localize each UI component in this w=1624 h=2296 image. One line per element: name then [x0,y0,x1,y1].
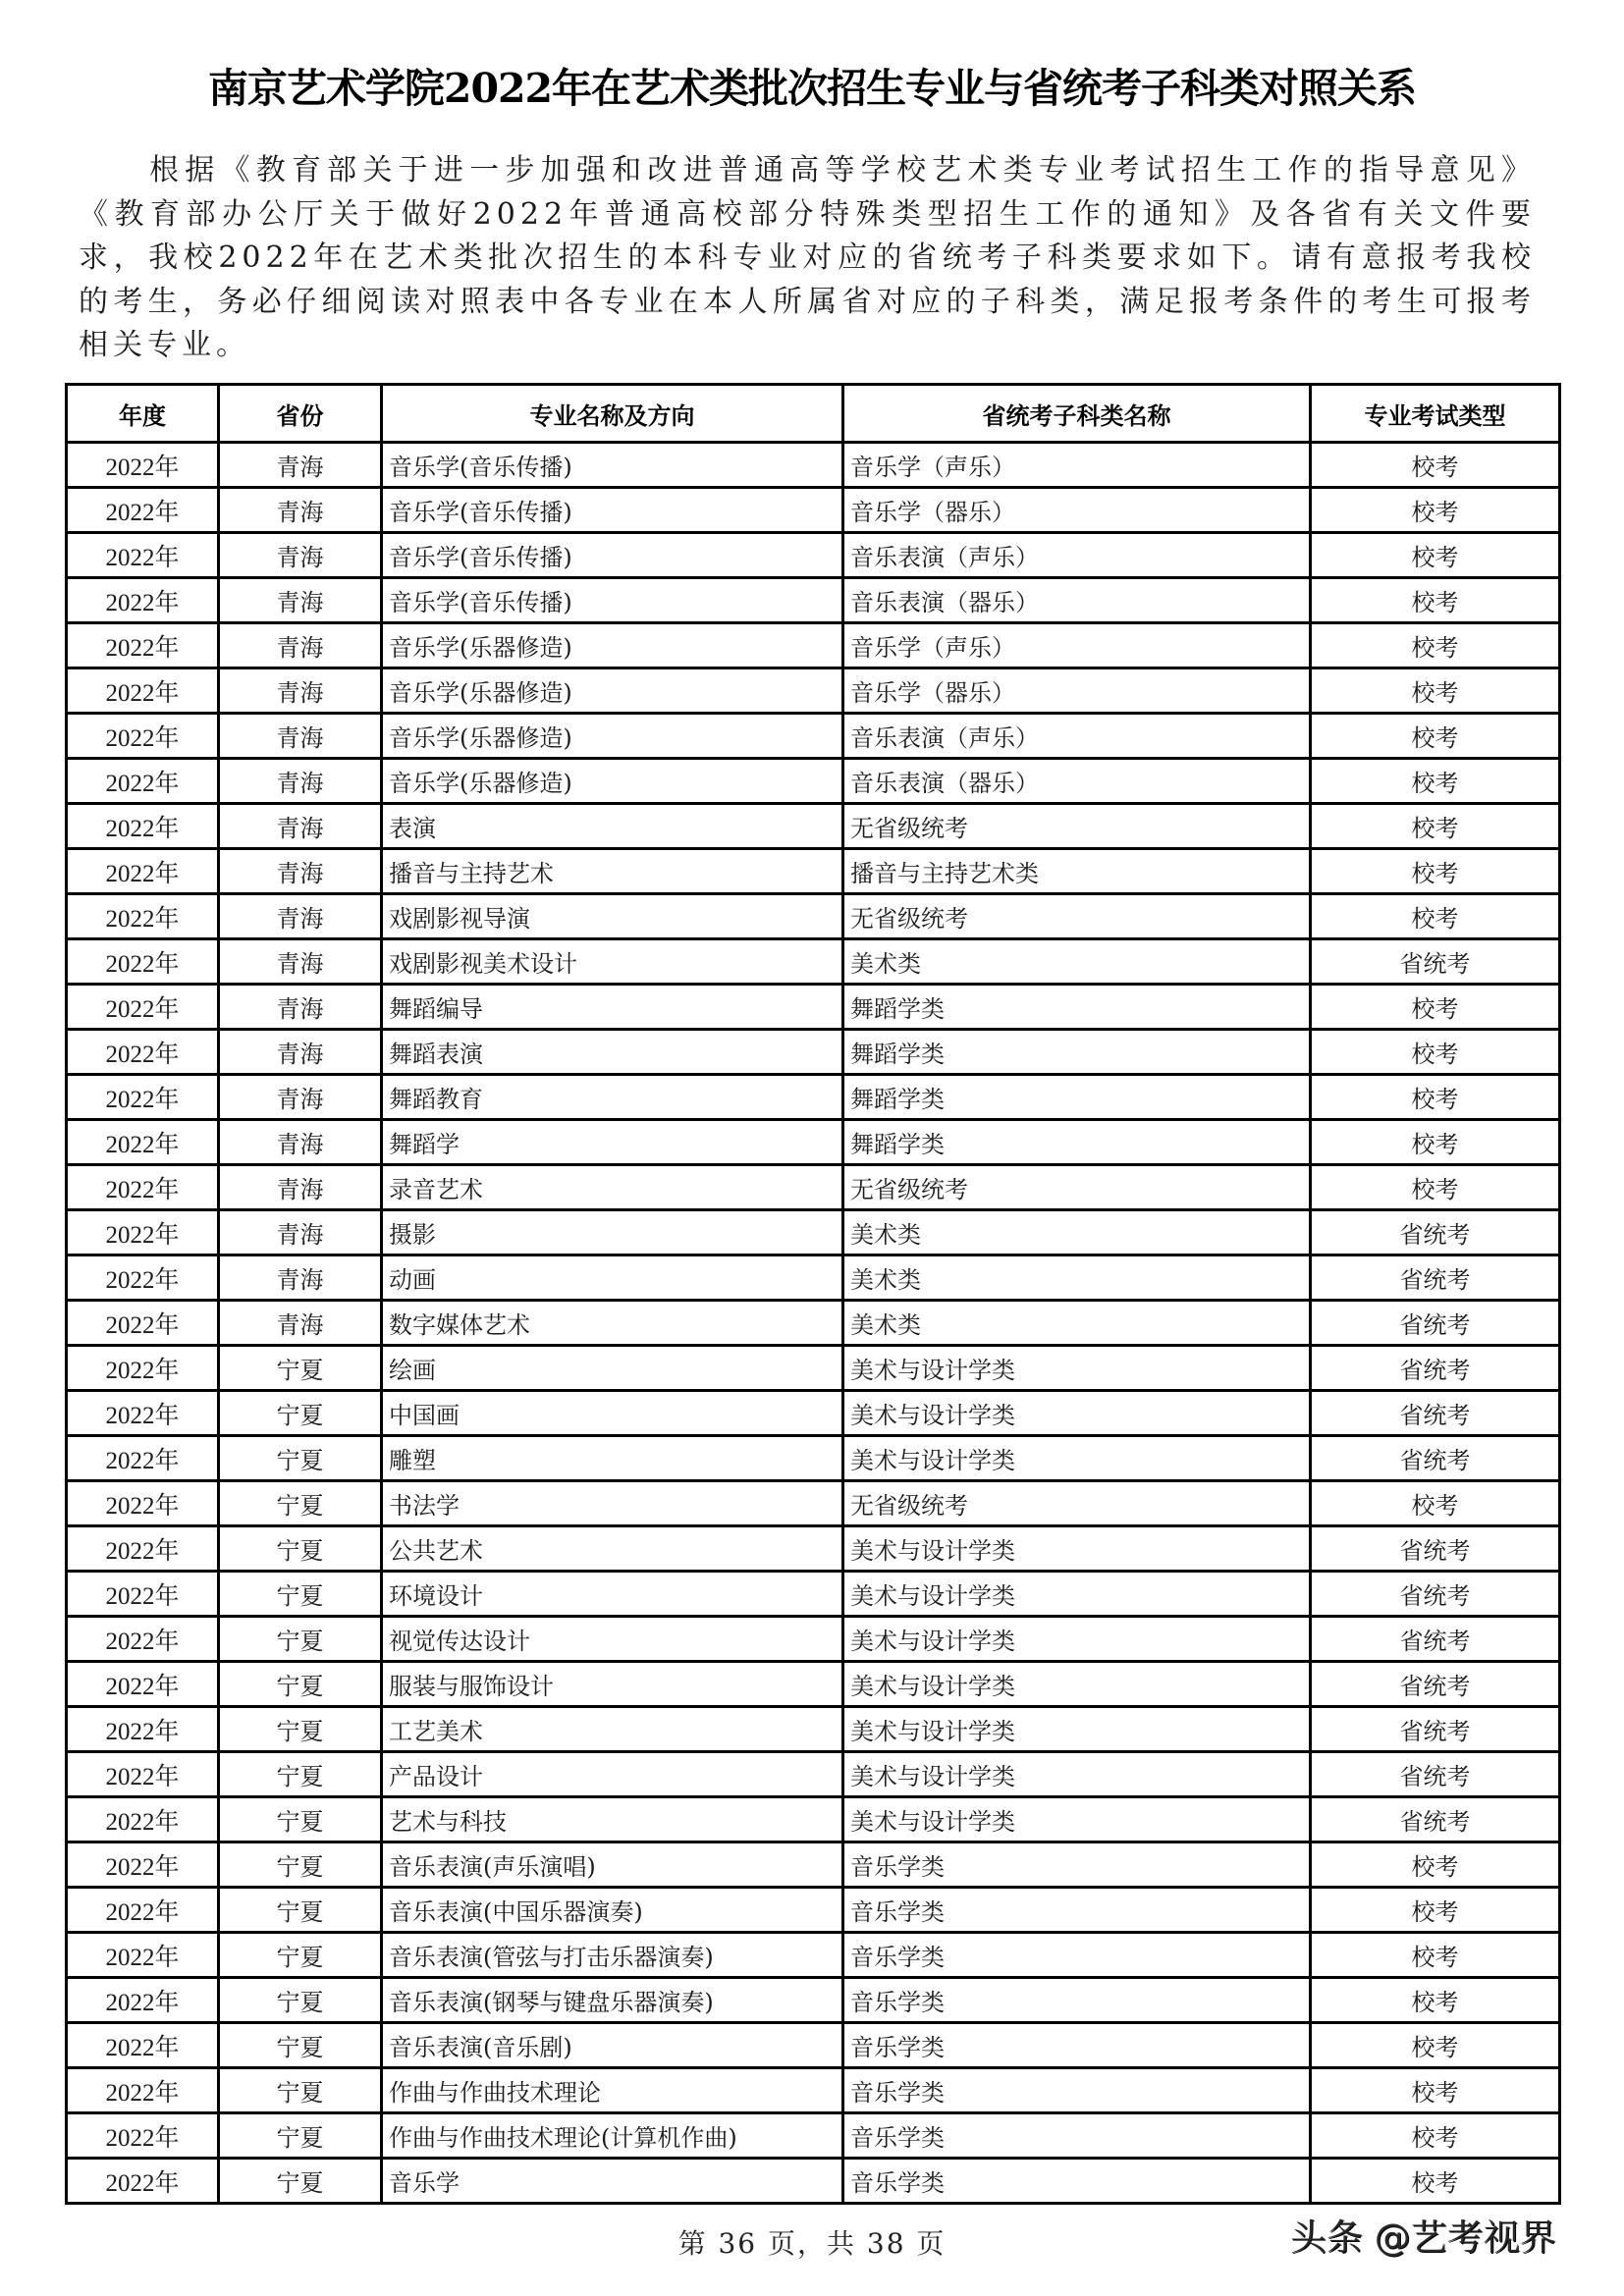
cell-exam-type: 省统考 [1311,1301,1560,1346]
intro-paragraph: 根据《教育部关于进一步加强和改进普通高等学校艺术类专业考试招生工作的指导意见》《教育部办公厅关于做好2022年普通高校部分特殊类型招生工作的通知》及各省有关文件要求，我校2022年在艺术类批次招生的本科专业对应的省统考子科类要求如下。请有意报考我校的考生，务必仔细阅读对照表中各专业在本人所属省对应的子科类，满足报考条件的考生可报考相关专业。 [79,153,1536,363]
cell-subcategory: 音乐学（声乐） [843,623,1311,668]
cell-subcategory: 美术与设计学类 [843,1662,1311,1707]
cell-subcategory: 无省级统考 [843,804,1311,849]
cell-subcategory: 无省级统考 [843,1165,1311,1210]
cell-subcategory: 无省级统考 [843,894,1311,939]
cell-major: 视觉传达设计 [382,1617,843,1662]
cell-major: 绘画 [382,1346,843,1391]
cell-province: 宁夏 [219,1617,382,1662]
cell-year: 2022年 [67,1481,219,1526]
table-row [67,1165,1560,1210]
cell-subcategory: 美术与设计学类 [843,1391,1311,1436]
header-year: 年度 [67,385,219,443]
cell-exam-type: 校考 [1311,668,1560,714]
cell-exam-type: 校考 [1311,1933,1560,1978]
cell-year: 2022年 [67,1436,219,1481]
table-row [67,2159,1560,2204]
cell-year: 2022年 [67,1933,219,1978]
cell-major: 戏剧影视导演 [382,894,843,939]
table-row [67,1120,1560,1165]
table-row [67,939,1560,985]
header-subcategory: 省统考子科类名称 [843,385,1311,443]
cell-subcategory: 美术与设计学类 [843,1617,1311,1662]
cell-major: 音乐表演(中国乐器演奏) [382,1888,843,1933]
cell-year: 2022年 [67,1346,219,1391]
cell-exam-type: 省统考 [1311,1797,1560,1842]
cell-major: 音乐学(乐器修造) [382,668,843,714]
cell-subcategory: 音乐学（器乐） [843,488,1311,533]
cell-exam-type: 校考 [1311,1978,1560,2023]
cell-exam-type: 校考 [1311,849,1560,894]
cell-year: 2022年 [67,2159,219,2204]
cell-province: 青海 [219,939,382,985]
cell-year: 2022年 [67,1120,219,1165]
cell-year: 2022年 [67,1662,219,1707]
cell-major: 音乐表演(管弦与打击乐器演奏) [382,1933,843,1978]
table-row [67,1210,1560,1255]
cell-exam-type: 校考 [1311,533,1560,578]
page-number: 第 36 页，共 38 页 [677,2227,947,2260]
table-row [67,1572,1560,1617]
cell-province: 青海 [219,533,382,578]
cell-year: 2022年 [67,714,219,759]
table-row [67,985,1560,1030]
cell-province: 青海 [219,894,382,939]
table-row [67,488,1560,533]
cell-province: 青海 [219,849,382,894]
cell-major: 舞蹈学 [382,1120,843,1165]
table-header-row [67,385,1560,443]
watermark: 头条 @艺考视界 [1290,2216,1556,2259]
table-row [67,1662,1560,1707]
table-row [67,578,1560,623]
cell-major: 播音与主持艺术 [382,849,843,894]
cell-province: 青海 [219,804,382,849]
cell-year: 2022年 [67,623,219,668]
table-row [67,1526,1560,1572]
cell-major: 公共艺术 [382,1526,843,1572]
cell-province: 宁夏 [219,1526,382,1572]
table-row [67,1436,1560,1481]
cell-subcategory: 音乐学类 [843,1933,1311,1978]
header-exam-type: 专业考试类型 [1311,385,1560,443]
cell-subcategory: 美术类 [843,1301,1311,1346]
table-row [67,1617,1560,1662]
cell-exam-type: 校考 [1311,894,1560,939]
cell-exam-type: 校考 [1311,488,1560,533]
cell-year: 2022年 [67,804,219,849]
cell-subcategory: 舞蹈学类 [843,1030,1311,1075]
cell-subcategory: 音乐学类 [843,1978,1311,2023]
cell-province: 青海 [219,443,382,488]
cell-province: 宁夏 [219,1572,382,1617]
cell-subcategory: 音乐表演（声乐） [843,714,1311,759]
cell-year: 2022年 [67,533,219,578]
cell-year: 2022年 [67,849,219,894]
cell-year: 2022年 [67,1526,219,1572]
cell-subcategory: 音乐学类 [843,1888,1311,1933]
cell-year: 2022年 [67,1030,219,1075]
cell-subcategory: 美术与设计学类 [843,1346,1311,1391]
cell-major: 数字媒体艺术 [382,1301,843,1346]
cell-year: 2022年 [67,1617,219,1662]
header-major: 专业名称及方向 [382,385,843,443]
cell-province: 青海 [219,1030,382,1075]
cell-major: 音乐学(音乐传播) [382,443,843,488]
cell-major: 音乐学(音乐传播) [382,533,843,578]
cell-major: 雕塑 [382,1436,843,1481]
table-row [67,804,1560,849]
cell-province: 青海 [219,759,382,804]
table-row [67,443,1560,488]
table-row [67,1888,1560,1933]
header-province: 省份 [219,385,382,443]
cell-province: 宁夏 [219,1662,382,1707]
cell-province: 宁夏 [219,1797,382,1842]
cell-subcategory: 舞蹈学类 [843,985,1311,1030]
table-row [67,714,1560,759]
cell-year: 2022年 [67,443,219,488]
cell-exam-type: 校考 [1311,1120,1560,1165]
cell-major: 书法学 [382,1481,843,1526]
table-row [67,533,1560,578]
cell-province: 宁夏 [219,1752,382,1797]
table-row [67,1752,1560,1797]
cell-major: 录音艺术 [382,1165,843,1210]
cell-province: 宁夏 [219,1842,382,1888]
cell-major: 舞蹈教育 [382,1075,843,1120]
cell-year: 2022年 [67,939,219,985]
table-row [67,1030,1560,1075]
table-row [67,2023,1560,2068]
cell-province: 青海 [219,488,382,533]
table-row [67,2113,1560,2159]
cell-major: 音乐学(音乐传播) [382,488,843,533]
cell-year: 2022年 [67,668,219,714]
cell-major: 工艺美术 [382,1707,843,1752]
cell-province: 青海 [219,1255,382,1301]
cell-exam-type: 省统考 [1311,1526,1560,1572]
cell-province: 青海 [219,578,382,623]
cell-province: 宁夏 [219,1436,382,1481]
cell-year: 2022年 [67,1888,219,1933]
table-row [67,1797,1560,1842]
cell-exam-type: 省统考 [1311,939,1560,985]
cell-subcategory: 播音与主持艺术类 [843,849,1311,894]
table-row [67,668,1560,714]
cell-subcategory: 美术与设计学类 [843,1797,1311,1842]
cell-subcategory: 舞蹈学类 [843,1120,1311,1165]
cell-year: 2022年 [67,894,219,939]
cell-subcategory: 美术与设计学类 [843,1436,1311,1481]
cell-province: 青海 [219,623,382,668]
cell-year: 2022年 [67,1842,219,1888]
major-subject-mapping-table [65,383,1561,2205]
cell-year: 2022年 [67,1707,219,1752]
cell-major: 音乐学(乐器修造) [382,759,843,804]
cell-year: 2022年 [67,1301,219,1346]
cell-subcategory: 音乐表演（器乐） [843,578,1311,623]
cell-subcategory: 音乐学（器乐） [843,668,1311,714]
cell-subcategory: 音乐表演（器乐） [843,759,1311,804]
cell-subcategory: 音乐学类 [843,2068,1311,2113]
cell-province: 宁夏 [219,1933,382,1978]
cell-year: 2022年 [67,985,219,1030]
cell-major: 作曲与作曲技术理论(计算机作曲) [382,2113,843,2159]
cell-subcategory: 音乐学类 [843,2159,1311,2204]
cell-major: 戏剧影视美术设计 [382,939,843,985]
cell-exam-type: 校考 [1311,759,1560,804]
cell-major: 服装与服饰设计 [382,1662,843,1707]
cell-major: 表演 [382,804,843,849]
cell-subcategory: 美术与设计学类 [843,1526,1311,1572]
cell-subcategory: 舞蹈学类 [843,1075,1311,1120]
cell-exam-type: 校考 [1311,2159,1560,2204]
cell-exam-type: 省统考 [1311,1346,1560,1391]
table-body [67,443,1560,2204]
table-row [67,1301,1560,1346]
cell-exam-type: 校考 [1311,1075,1560,1120]
cell-year: 2022年 [67,1797,219,1842]
cell-major: 舞蹈表演 [382,1030,843,1075]
cell-year: 2022年 [67,1752,219,1797]
cell-subcategory: 无省级统考 [843,1481,1311,1526]
cell-major: 音乐表演(钢琴与键盘乐器演奏) [382,1978,843,2023]
cell-exam-type: 校考 [1311,804,1560,849]
cell-exam-type: 校考 [1311,985,1560,1030]
cell-subcategory: 美术类 [843,1255,1311,1301]
cell-major: 音乐学(乐器修造) [382,714,843,759]
cell-exam-type: 校考 [1311,1481,1560,1526]
cell-major: 音乐表演(声乐演唱) [382,1842,843,1888]
cell-year: 2022年 [67,1391,219,1436]
cell-province: 青海 [219,1210,382,1255]
cell-year: 2022年 [67,1075,219,1120]
table-row [67,894,1560,939]
cell-major: 音乐表演(音乐剧) [382,2023,843,2068]
table-row [67,623,1560,668]
cell-major: 动画 [382,1255,843,1301]
cell-year: 2022年 [67,1255,219,1301]
table-row [67,1707,1560,1752]
table-row [67,2068,1560,2113]
cell-exam-type: 省统考 [1311,1617,1560,1662]
cell-exam-type: 省统考 [1311,1752,1560,1797]
cell-exam-type: 省统考 [1311,1436,1560,1481]
cell-major: 摄影 [382,1210,843,1255]
cell-exam-type: 校考 [1311,443,1560,488]
cell-exam-type: 省统考 [1311,1707,1560,1752]
cell-province: 宁夏 [219,2113,382,2159]
cell-exam-type: 校考 [1311,714,1560,759]
cell-province: 青海 [219,1075,382,1120]
table-row [67,1933,1560,1978]
page-title: 南京艺术学院2022年在艺术类批次招生专业与省统考子科类对照关系 [207,65,1417,112]
table-row [67,1075,1560,1120]
cell-major: 作曲与作曲技术理论 [382,2068,843,2113]
cell-subcategory: 音乐学类 [843,2113,1311,2159]
cell-subcategory: 美术与设计学类 [843,1572,1311,1617]
table-row [67,849,1560,894]
cell-subcategory: 美术类 [843,939,1311,985]
cell-subcategory: 音乐学类 [843,2023,1311,2068]
cell-major: 音乐学(音乐传播) [382,578,843,623]
cell-province: 青海 [219,985,382,1030]
cell-exam-type: 省统考 [1311,1391,1560,1436]
cell-year: 2022年 [67,578,219,623]
cell-year: 2022年 [67,1572,219,1617]
cell-exam-type: 校考 [1311,1888,1560,1933]
cell-exam-type: 校考 [1311,2113,1560,2159]
cell-major: 舞蹈编导 [382,985,843,1030]
cell-exam-type: 省统考 [1311,1255,1560,1301]
cell-subcategory: 音乐学（声乐） [843,443,1311,488]
cell-province: 青海 [219,714,382,759]
cell-exam-type: 省统考 [1311,1662,1560,1707]
cell-year: 2022年 [67,2068,219,2113]
table-row [67,1481,1560,1526]
cell-province: 宁夏 [219,1707,382,1752]
cell-province: 宁夏 [219,2159,382,2204]
cell-subcategory: 美术与设计学类 [843,1707,1311,1752]
cell-year: 2022年 [67,1978,219,2023]
cell-major: 艺术与科技 [382,1797,843,1842]
cell-province: 青海 [219,1301,382,1346]
cell-province: 宁夏 [219,1481,382,1526]
cell-exam-type: 校考 [1311,1842,1560,1888]
cell-exam-type: 省统考 [1311,1210,1560,1255]
cell-exam-type: 省统考 [1311,1572,1560,1617]
cell-province: 青海 [219,668,382,714]
cell-major: 中国画 [382,1391,843,1436]
cell-province: 宁夏 [219,2023,382,2068]
table-row [67,1978,1560,2023]
cell-subcategory: 美术类 [843,1210,1311,1255]
cell-exam-type: 校考 [1311,1165,1560,1210]
cell-major: 产品设计 [382,1752,843,1797]
cell-province: 宁夏 [219,1346,382,1391]
cell-subcategory: 美术与设计学类 [843,1752,1311,1797]
cell-subcategory: 音乐表演（声乐） [843,533,1311,578]
cell-exam-type: 校考 [1311,2023,1560,2068]
cell-year: 2022年 [67,1210,219,1255]
table-row [67,759,1560,804]
cell-province: 青海 [219,1165,382,1210]
cell-exam-type: 校考 [1311,578,1560,623]
cell-major: 音乐学 [382,2159,843,2204]
cell-major: 音乐学(乐器修造) [382,623,843,668]
cell-province: 宁夏 [219,1391,382,1436]
table-row [67,1255,1560,1301]
cell-exam-type: 校考 [1311,1030,1560,1075]
table-row [67,1346,1560,1391]
table-row [67,1842,1560,1888]
cell-year: 2022年 [67,1165,219,1210]
cell-province: 宁夏 [219,1978,382,2023]
cell-province: 宁夏 [219,2068,382,2113]
cell-year: 2022年 [67,488,219,533]
cell-year: 2022年 [67,2023,219,2068]
cell-major: 环境设计 [382,1572,843,1617]
table-row [67,1391,1560,1436]
cell-province: 宁夏 [219,1888,382,1933]
cell-year: 2022年 [67,2113,219,2159]
cell-province: 青海 [219,1120,382,1165]
cell-year: 2022年 [67,759,219,804]
cell-exam-type: 校考 [1311,623,1560,668]
cell-exam-type: 校考 [1311,2068,1560,2113]
cell-subcategory: 音乐学类 [843,1842,1311,1888]
